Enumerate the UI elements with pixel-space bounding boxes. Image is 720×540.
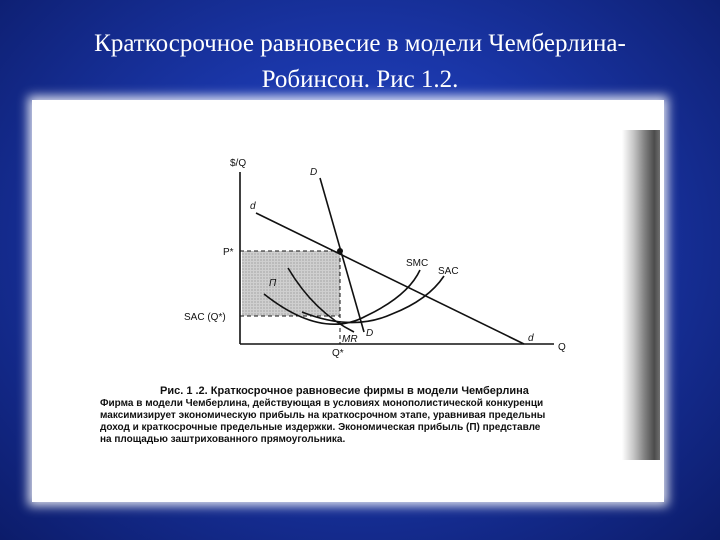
y-axis-label: $/Q <box>230 158 247 169</box>
equilibrium-point <box>337 248 343 254</box>
profit-rectangle <box>242 251 340 316</box>
label-d-end: d <box>528 333 534 344</box>
price-label: P* <box>223 247 234 258</box>
caption-line-3: доход и краткосрочные предельные издержки. Экономическая прибыль (П) представле <box>100 422 541 433</box>
slide-title <box>20 26 700 98</box>
label-D-end: D <box>366 328 374 339</box>
label-D-start: D <box>310 167 318 178</box>
profit-label: П <box>269 278 277 289</box>
x-axis-label: Q <box>558 342 566 353</box>
label-SMC: SMC <box>406 258 429 269</box>
caption-title: Рис. 1 .2. Краткосрочное равновесие фирмы в модели Чемберлина <box>160 385 529 397</box>
cost-label: SAC (Q*) <box>184 312 226 323</box>
caption-line-2: максимизирует экономическую прибыль на краткосрочном этапе, уравнивая предельны <box>100 410 546 421</box>
figure-caption <box>100 384 660 446</box>
economics-diagram <box>32 100 664 380</box>
quantity-label: Q* <box>332 348 344 359</box>
caption-line-1: Фирма в модели Чемберлина, действующая в условиях монополистической конкуренци <box>100 398 544 409</box>
slide-title-line-1: Краткосрочное равновесие в модели Чемберлина- <box>94 30 626 57</box>
label-d-start: d <box>250 201 256 212</box>
slide-title-line-2: Робинсон. Рис 1.2. <box>261 66 459 93</box>
figure-panel <box>32 100 664 502</box>
caption-line-4: на площадью заштрихованного прямоугольника. <box>100 434 346 445</box>
label-MR: MR <box>342 334 358 345</box>
label-SAC: SAC <box>438 266 459 277</box>
